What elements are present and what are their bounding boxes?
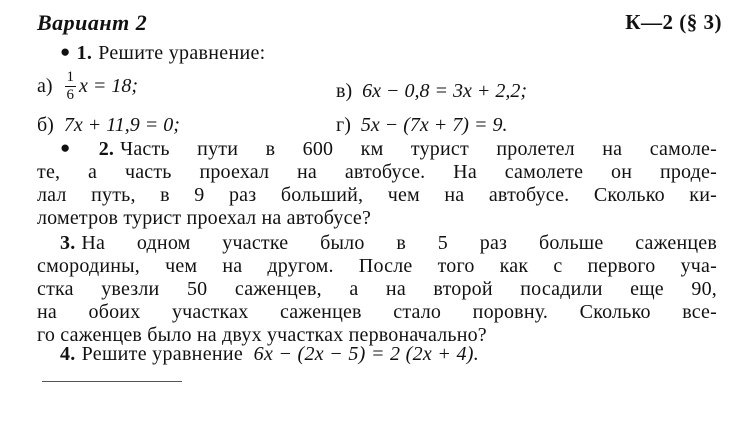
fraction-denominator: 6 xyxy=(66,87,75,103)
divider-rule xyxy=(42,381,182,382)
task3-line: на обоих участках саженцев стало поровну. Сколько все- xyxy=(37,301,717,323)
task3-line: стка увезли 50 саженцев, а на второй посадили еще 90, xyxy=(37,278,717,300)
task1-equation-b xyxy=(37,114,180,137)
equation-a-rest: x = 18; xyxy=(79,75,139,97)
task1-heading xyxy=(60,42,266,65)
task3-paragraph xyxy=(37,232,717,347)
equation-g-text: 5x − (7x + 7) = 9. xyxy=(360,114,508,136)
fraction-numerator: 1 xyxy=(66,69,75,85)
task1-number: 1. xyxy=(76,42,93,64)
task4-equation: 6x − (2x − 5) = 2 (2x + 4). xyxy=(253,343,480,365)
task3-number: 3. xyxy=(60,232,76,254)
task3-line: смородины, чем на другом. После того как с первого уча- xyxy=(37,255,717,277)
task4-line xyxy=(60,343,479,366)
task4-text: Решите уравнение xyxy=(81,343,244,365)
task1-text: Решите уравнение: xyxy=(98,42,266,64)
equation-v-text: 6x − 0,8 = 3x + 2,2; xyxy=(362,80,528,102)
equation-b-label: б) xyxy=(37,114,54,136)
fraction xyxy=(65,70,77,103)
variant-title: Вариант 2 xyxy=(37,10,148,35)
task2-line: лал путь, в 9 раз больший, чем на автобусе. Сколько ки- xyxy=(37,184,717,206)
task3-line: го саженцев было на двух участках первоначально? xyxy=(37,324,487,346)
task2-line-text: Часть пути в 600 км турист пролетел на самоле- xyxy=(120,138,717,160)
task3-line-text: На одном участке было в 5 раз больше саженцев xyxy=(81,232,717,254)
task2-line: те, а часть проехал на автобусе. На самолете он проде- xyxy=(37,161,717,183)
bullet-icon: ● xyxy=(60,42,71,61)
equation-v-label: в) xyxy=(336,80,353,102)
task1-equation-v xyxy=(336,80,527,103)
task2-number: 2. xyxy=(98,138,115,160)
task2-line: лометров турист проехал на автобусе? xyxy=(37,207,372,229)
test-code: К—2 (§ 3) xyxy=(625,10,722,34)
task1-equation-a xyxy=(37,70,138,103)
task4-number: 4. xyxy=(60,343,76,365)
equation-g-label: г) xyxy=(336,114,351,136)
task2-paragraph xyxy=(37,138,717,230)
bullet-icon: ● xyxy=(60,138,93,157)
equation-a-label: а) xyxy=(37,75,53,97)
task2-line xyxy=(37,138,717,161)
equation-b-text: 7x + 11,9 = 0; xyxy=(63,114,180,136)
task1-equation-g xyxy=(336,114,507,137)
task3-line xyxy=(37,232,717,255)
